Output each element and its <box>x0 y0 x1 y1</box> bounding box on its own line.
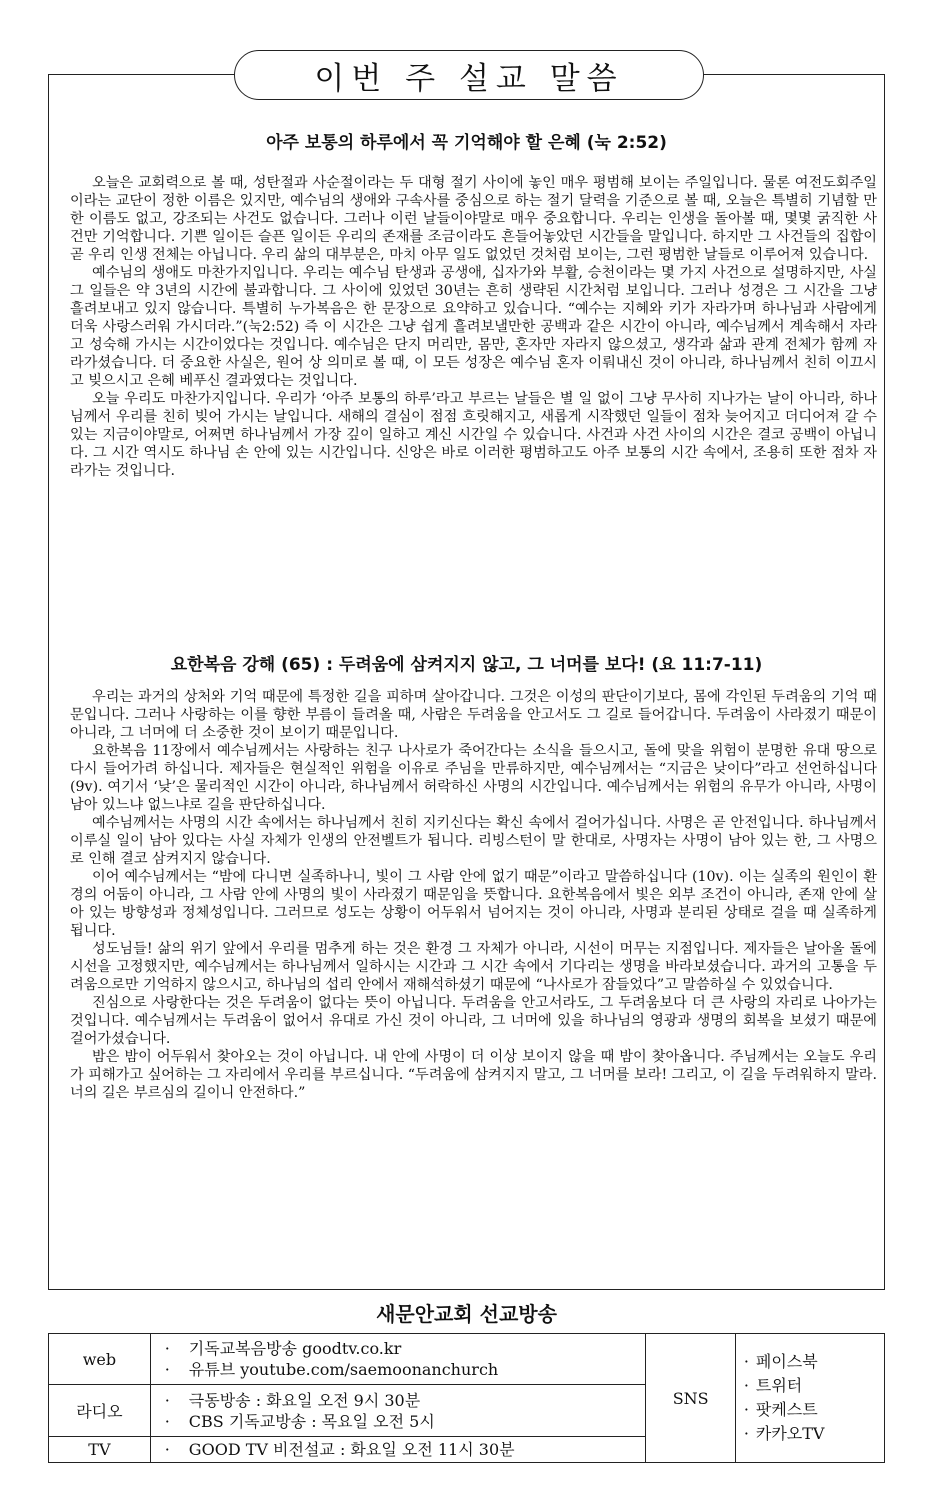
sermon2-paragraph: 요한복음 11장에서 예수님께서는 사랑하는 친구 나사로가 죽어간다는 소식을 들으시고, 돌에 맞을 위험이 분명한 유대 땅으로 다시 들어가려 하십니다. 제자들은 현실적인 위험을 이유로 주님을 만류하지만, 예수님께서는 “지금은 낮이다”라고 선언하십니다 (9v). 여기서 ‘낮’은 물리적인 시간이 아니라, 하나님께서 허락하신 사명의 시간입니다. 예수님께서는 위험의 유무가 아니라, 사명이 남아 있느냐 없느냐로 길을 판단하십니다. <box>70 743 877 813</box>
broadcast-heading: 새문안교회 선교방송 <box>376 1302 557 1326</box>
sermon2-paragraph: 우리는 과거의 상처와 기억 때문에 특정한 길을 피하며 살아갑니다. 그것은 이성의 판단이기보다, 몸에 각인된 두려움의 기억 때문입니다. 그러나 사랑하는 이를 향한 부름이 들려올 때, 사람은 두려움을 안고서도 그 길로 들어갑니다. 두려움이 사라졌기 때문이 아니라, 그 너머에 더 소중한 것이 보이기 때문입니다. <box>70 689 877 741</box>
radio-entries <box>150 1385 646 1436</box>
sermon2-paragraph: 이어 예수님께서는 “밤에 다니면 실족하나니, 빛이 그 사람 안에 없기 때문”이라고 말씀하십니다 (10v). 이는 실족의 원인이 환경의 어둠이 아니라, 그 사람 안에 사명의 빛이 사라졌기 때문임을 뜻합니다. 요한복음에서 빛은 외부 조건이 아니라, 존재 안에 살아 있는 방향성과 정체성입니다. 그러므로 성도는 상황이 어두워서 넘어지는 것이 아니라, 사명과 분리된 상태로 걸을 때 실족하게 됩니다. <box>70 869 877 939</box>
sns-list <box>735 1334 884 1463</box>
row-label-radio: 라디오 <box>49 1385 151 1436</box>
sermon1-body <box>70 174 877 480</box>
list-item: · CBS 기독교방송 : 목요일 오전 5시 <box>159 1411 638 1432</box>
sermon1-paragraph: 오늘은 교회력으로 볼 때, 성탄절과 사순절이라는 두 대형 절기 사이에 놓인 매우 평범해 보이는 주일입니다. 물론 여전도회주일이라는 교단이 정한 이름은 있지만, 예수님의 생애와 구속사를 중심으로 하는 절기 달력을 기준으로 볼 때, 오늘은 특별히 기념할 만한 이름도 없고, 강조되는 사건도 없습니다. 그러나 이런 날들이야말로 매우 중요합니다. 우리는 인생을 돌아볼 때, 몇몇 굵직한 사건만 기억합니다. 기쁜 일이든 슬픈 일이든 우리의 존재를 조금이라도 흔들어놓았던 시간들을 말입니다. 하지만 그 사건들의 집합이 곧 우리 인생 전체는 아닙니다. 우리 삶의 대부분은, 마치 아무 일도 없었던 것처럼 보이는, 그런 평범한 날들로 이루어져 있습니다. <box>70 175 877 263</box>
tv-entries <box>150 1436 646 1462</box>
sermon2-paragraph: 진심으로 사랑한다는 것은 두려움이 없다는 뜻이 아닙니다. 두려움을 안고서라도, 그 두려움보다 더 큰 사랑의 자리로 나아가는 것입니다. 예수님께서는 두려움이 없어서 유대로 가신 것이 아니라, 그 너머에 있을 하나님의 영광과 생명의 회복을 보셨기 때문에 걸어가셨습니다. <box>70 995 877 1047</box>
broadcast-table <box>48 1333 885 1463</box>
table-row <box>49 1334 885 1385</box>
page-title: 이번 주 설교 말씀 <box>234 50 704 100</box>
list-item: · 카카오TV <box>744 1422 876 1446</box>
sns-label: SNS <box>646 1334 735 1463</box>
list-item: · 팟케스트 <box>744 1398 876 1422</box>
sermon1-paragraph: 오늘 우리도 마찬가지입니다. 우리가 ‘아주 보통의 하루’라고 부르는 날들은 별 일 없이 그냥 무사히 지나가는 날이 아니라, 하나님께서 우리를 친히 빚어 가시는 날입니다. 새해의 결심이 점점 흐릿해지고, 새롭게 시작했던 일들이 점차 늦어지고 더디어져 갈 수 있는 지금이야말로, 어쩌면 하나님께서 가장 깊이 일하고 계신 시간일 수 있습니다. 사건과 사건 사이의 시간은 결코 공백이 아닙니다. 그 시간 역시도 하나님 손 안에 있는 시간입니다. 신앙은 바로 이러한 평범하고도 아주 보통의 시간 속에서, 조용히 또한 점차 자라가는 것입니다. <box>70 391 877 479</box>
web-entries <box>150 1334 646 1385</box>
list-item: · 극동방송 : 화요일 오전 9시 30분 <box>159 1390 638 1411</box>
sermon2-paragraph: 예수님께서는 사명의 시간 속에서는 하나님께서 친히 지키신다는 확신 속에서 걸어가십니다. 사명은 곧 안전입니다. 하나님께서 이루실 일이 남아 있다는 사실 자체가 인생의 안전벨트가 됩니다. 리빙스턴이 말 한대로, 사명자는 사명이 남아 있는 한, 그 사명으로 인해 결코 삼켜지지 않습니다. <box>70 815 877 867</box>
list-item: · 기독교복음방송 goodtv.co.kr <box>159 1338 638 1359</box>
sermon2-paragraph: 밤은 밤이 어두워서 찾아오는 것이 아닙니다. 내 안에 사명이 더 이상 보이지 않을 때 밤이 찾아옵니다. 주님께서는 오늘도 우리가 피해가고 싶어하는 그 자리에서 우리를 부르십니다. “두려움에 삼켜지지 말고, 그 너머를 보라! 그리고, 이 길을 두려워하지 말라. 너의 길은 부르심의 길이니 안전하다.” <box>70 1049 877 1101</box>
row-label-tv: TV <box>49 1436 151 1462</box>
sermon2-body <box>70 688 877 1102</box>
sermon2-title: 요한복음 강해 (65) : 두려움에 삼켜지지 않고, 그 너머를 보다! (요 11:7-11) <box>170 655 763 675</box>
list-item: · 페이스북 <box>744 1350 876 1374</box>
list-item: · 트위터 <box>744 1374 876 1398</box>
list-item: · GOOD TV 비전설교 : 화요일 오전 11시 30분 <box>159 1439 638 1460</box>
sermon2-paragraph: 성도님들! 삶의 위기 앞에서 우리를 멈추게 하는 것은 환경 그 자체가 아니라, 시선이 머무는 지점입니다. 제자들은 날아올 돌에 시선을 고정했지만, 예수님께서는 하나님께서 일하시는 시간과 그 시간 속에서 기다리는 생명을 바라보셨습니다. 과거의 고통을 두려움으로만 기억하지 않으시고, 하나님의 섭리 안에서 재해석하셨기 때문에 “나사로가 잠들었다”고 말씀하실 수 있었습니다. <box>70 941 877 993</box>
sermon1-title: 아주 보통의 하루에서 꼭 기억해야 할 은혜 (눅 2:52) <box>266 133 667 153</box>
sermon1-paragraph: 예수님의 생애도 마찬가지입니다. 우리는 예수님 탄생과 공생애, 십자가와 부활, 승천이라는 몇 가지 사건으로 설명하지만, 사실 그 일들은 약 3년의 시간에 불과합니다. 그 사이에 있었던 30년는 흔히 생략된 시간처럼 보입니다. 그러나 성경은 그 시간을 그냥 흘려보내고 있지 않습니다. 특별히 누가복음은 한 문장으로 요약하고 있습니다. “예수는 지혜와 키가 자라가며 하나님과 사람에게 더욱 사랑스러워 가시더라.”(눅2:52) 즉 이 시간은 그냥 쉽게 흘려보낼만한 공백과 같은 시간이 아니라, 예수님께서 계속해서 자라고 성숙해 가시는 시간이었다는 것입니다. 예수님은 단지 머리만, 몸만, 혼자만 자라지 않으셨고, 생각과 삶과 관계 전체가 함께 자라가셨습니다. 더 중요한 사실은, 원어 상 의미로 볼 때, 이 모든 성장은 예수님 혼자 이뤄내신 것이 아니라, 하나님께서 친히 이끄시고 빚으시고 은혜 베푸신 결과였다는 것입니다. <box>70 265 877 389</box>
list-item: · 유튜브 youtube.com/saemoonanchurch <box>159 1359 638 1380</box>
row-label-web: web <box>49 1334 151 1385</box>
